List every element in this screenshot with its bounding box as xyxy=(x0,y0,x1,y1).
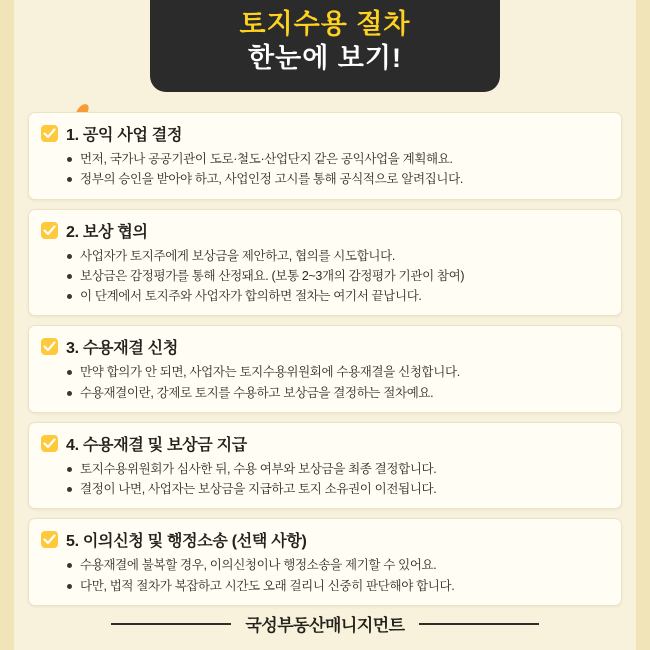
step-header xyxy=(41,335,609,358)
step-title: 5. 이의신청 및 행정소송 (선택 사항) xyxy=(66,533,307,551)
page-title-line1: 토지수용 절차 xyxy=(239,9,411,39)
bullet-text: 정부의 승인을 받아야 하고, 사업인정 고시를 통해 공식적으로 알려집니다. xyxy=(67,169,609,189)
checkmark-icon xyxy=(41,125,58,142)
step-bullets xyxy=(41,246,609,307)
divider-right xyxy=(419,623,539,625)
bullet-text: 만약 합의가 안 되면, 사업자는 토지수용위원회에 수용재결을 신청합니다. xyxy=(67,362,609,382)
bullet-text: 이 단계에서 토지주와 사업자가 합의하면 절차는 여기서 끝납니다. xyxy=(67,286,609,306)
step-bullets xyxy=(41,362,609,403)
step-bullets xyxy=(41,149,609,190)
bullet-text: 수용재결에 불복할 경우, 이의신청이나 행정소송을 제기할 수 있어요. xyxy=(67,555,609,575)
steps-list xyxy=(28,112,622,594)
step-header xyxy=(41,122,609,145)
step-title: 4. 수용재결 및 보상금 지급 xyxy=(66,436,247,454)
checkmark-icon xyxy=(41,338,58,355)
step-bullets xyxy=(41,555,609,596)
list-item xyxy=(28,325,622,413)
bullet-text: 결정이 나면, 사업자는 보상금을 지급하고 토지 소유권이 이전됩니다. xyxy=(67,479,609,499)
checkmark-icon xyxy=(41,531,58,548)
brand-name: 국성부동산매니지먼트 xyxy=(245,616,405,635)
bullet-text: 토지수용위원회가 심사한 뒤, 수용 여부와 보상금을 최종 결정합니다. xyxy=(67,459,609,479)
step-header xyxy=(41,219,609,242)
bullet-text: 먼저, 국가나 공공기관이 도로·철도·산업단지 같은 공익사업을 계획해요. xyxy=(67,149,609,169)
list-item xyxy=(28,112,622,200)
list-item xyxy=(28,422,622,510)
bullet-text: 사업자가 토지주에게 보상금을 제안하고, 협의를 시도합니다. xyxy=(67,246,609,266)
divider-left xyxy=(111,623,231,625)
checkmark-icon xyxy=(41,435,58,452)
list-item xyxy=(28,209,622,317)
step-header xyxy=(41,432,609,455)
checkmark-icon xyxy=(41,222,58,239)
step-title: 3. 수용재결 신청 xyxy=(66,340,178,358)
step-header xyxy=(41,528,609,551)
right-border-strip xyxy=(636,0,650,650)
bullet-text: 다만, 법적 절차가 복잡하고 시간도 오래 걸리니 신중히 판단해야 합니다. xyxy=(67,576,609,596)
page-title-line2: 한눈에 보기! xyxy=(248,42,402,73)
left-border-strip xyxy=(0,0,14,650)
bullet-text: 보상금은 감정평가를 통해 산정돼요. (보통 2~3개의 감정평가 기관이 참여) xyxy=(67,266,609,286)
list-item xyxy=(28,518,622,606)
poster-title-banner xyxy=(150,0,500,92)
step-bullets xyxy=(41,459,609,500)
footer xyxy=(0,611,650,636)
bullet-text: 수용재결이란, 강제로 토지를 수용하고 보상금을 결정하는 절차예요. xyxy=(67,383,609,403)
step-title: 1. 공익 사업 결정 xyxy=(66,127,183,144)
step-title: 2. 보상 협의 xyxy=(66,223,148,241)
